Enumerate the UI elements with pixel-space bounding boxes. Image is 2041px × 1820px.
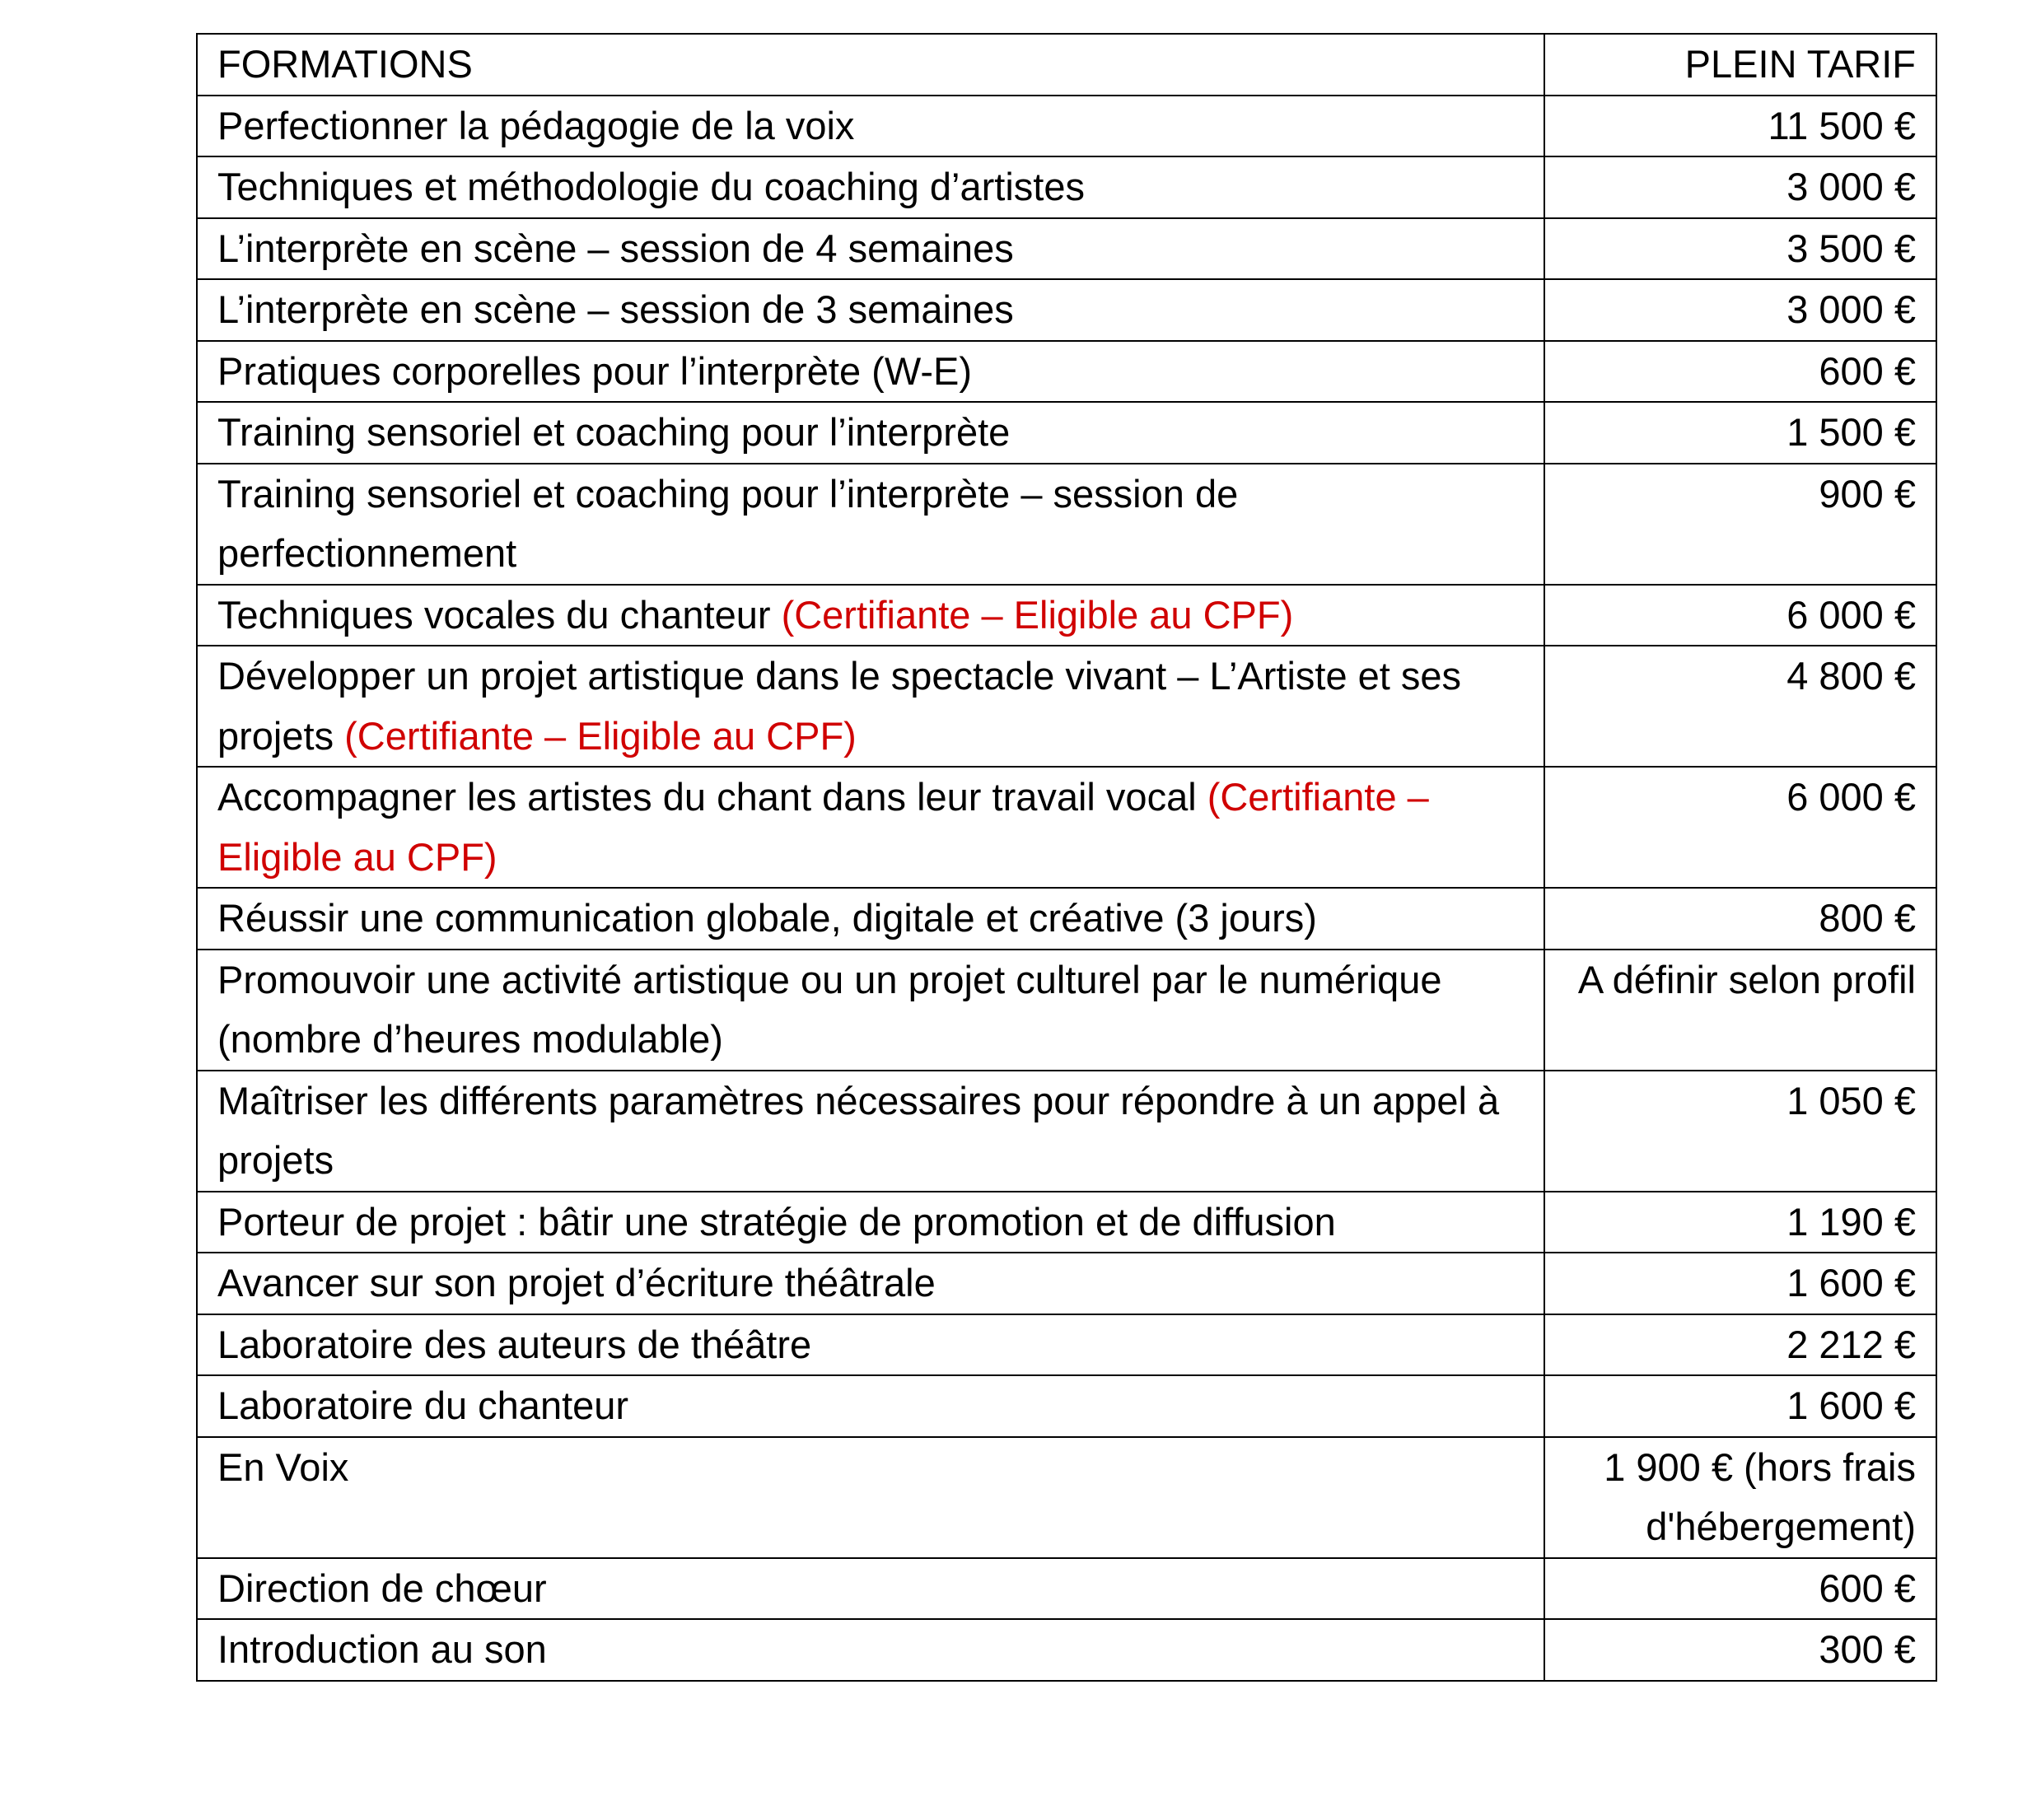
formation-name: L’interprète en scène – session de 3 semaines: [217, 287, 1014, 331]
formation-name-cell: [197, 279, 1544, 341]
table-row: [197, 218, 1936, 280]
formation-name: Training sensoriel et coaching pour l’interprète – session de perfectionnement: [217, 471, 1239, 575]
price-cell: 1 900 € (hors frais d'hébergement): [1544, 1437, 1936, 1558]
table-row: [197, 950, 1936, 1071]
price-cell: 300 €: [1544, 1619, 1936, 1681]
price-cell: 900 €: [1544, 464, 1936, 585]
formation-name-cell: [197, 1192, 1544, 1253]
table-row: [197, 888, 1936, 950]
price-cell: 6 000 €: [1544, 585, 1936, 646]
table-row: [197, 1071, 1936, 1192]
pricing-table: [196, 33, 1937, 1682]
formation-name: Perfectionner la pédagogie de la voix: [217, 103, 855, 147]
certification-note: (Certifiante – Eligible au CPF): [781, 592, 1294, 637]
price-cell: A définir selon profil: [1544, 950, 1936, 1071]
formation-name-cell: [197, 96, 1544, 157]
price-cell: 1 190 €: [1544, 1192, 1936, 1253]
price-cell: 4 800 €: [1544, 646, 1936, 767]
formation-name-cell: [197, 1253, 1544, 1314]
formation-name-cell: [197, 341, 1544, 403]
formation-name: Avancer sur son projet d’écriture théâtrale: [217, 1261, 936, 1304]
formation-name: Direction de chœur: [217, 1566, 547, 1610]
price-cell: 600 €: [1544, 341, 1936, 403]
formation-name: Promouvoir une activité artistique ou un projet culturel par le numérique (nombre d’heures modulable): [217, 957, 1442, 1061]
table-row: [197, 96, 1936, 157]
formation-name: Training sensoriel et coaching pour l’interprète: [217, 410, 1011, 454]
table-row: [197, 156, 1936, 218]
price-cell: 3 500 €: [1544, 218, 1936, 280]
table-row: [197, 1375, 1936, 1437]
formation-name: En Voix: [217, 1444, 349, 1489]
formation-name: Porteur de projet : bâtir une stratégie de promotion et de diffusion: [217, 1199, 1336, 1244]
formation-name-cell: [197, 1071, 1544, 1192]
formation-name-cell: [197, 1314, 1544, 1376]
formation-name: Laboratoire des auteurs de théâtre: [217, 1322, 812, 1366]
price-cell: 1 500 €: [1544, 402, 1936, 464]
formation-name-cell: [197, 767, 1544, 888]
table-row: [197, 464, 1936, 585]
table-row: [197, 402, 1936, 464]
price-cell: 1 600 €: [1544, 1375, 1936, 1437]
header-plein-tarif: PLEIN TARIF: [1544, 34, 1936, 96]
table-row: [197, 646, 1936, 767]
formation-name-cell: [197, 218, 1544, 280]
table-row: [197, 279, 1936, 341]
price-cell: 2 212 €: [1544, 1314, 1936, 1376]
formation-name: L’interprète en scène – session de 4 semaines: [217, 226, 1014, 270]
price-cell: 3 000 €: [1544, 156, 1936, 218]
table-row: [197, 1253, 1936, 1314]
formation-name: Introduction au son: [217, 1627, 547, 1671]
table-header-row: [197, 34, 1936, 96]
table-row: [197, 767, 1936, 888]
formation-name-cell: [197, 585, 1544, 646]
price-cell: 11 500 €: [1544, 96, 1936, 157]
formation-name-cell: [197, 888, 1544, 950]
table-row: [197, 1314, 1936, 1376]
formation-name-cell: [197, 1375, 1544, 1437]
formation-name-cell: [197, 402, 1544, 464]
formation-name-cell: [197, 1437, 1544, 1558]
certification-note: (Certifiante – Eligible au CPF): [217, 775, 1429, 879]
formation-name-cell: [197, 646, 1544, 767]
table-row: [197, 585, 1936, 646]
price-cell: 600 €: [1544, 1558, 1936, 1620]
formation-name-cell: [197, 156, 1544, 218]
formation-name: Maîtriser les différents paramètres nécessaires pour répondre à un appel à projets: [217, 1078, 1500, 1182]
header-formations: FORMATIONS: [197, 34, 1544, 96]
table-row: [197, 1619, 1936, 1681]
table-row: [197, 1558, 1936, 1620]
formation-name-cell: [197, 950, 1544, 1071]
price-cell: 1 050 €: [1544, 1071, 1936, 1192]
formation-name-cell: [197, 1558, 1544, 1620]
certification-note: (Certifiante – Eligible au CPF): [344, 713, 857, 758]
formation-name-cell: [197, 464, 1544, 585]
price-cell: 1 600 €: [1544, 1253, 1936, 1314]
formation-name: Techniques vocales du chanteur: [217, 592, 771, 637]
price-cell: 3 000 €: [1544, 279, 1936, 341]
formation-name: Réussir une communication globale, digitale et créative (3 jours): [217, 896, 1317, 940]
formation-name: Techniques et méthodologie du coaching d’artistes: [217, 165, 1085, 208]
price-cell: 6 000 €: [1544, 767, 1936, 888]
formation-name: Accompagner les artistes du chant dans leur travail vocal: [217, 775, 1197, 819]
formation-name: Pratiques corporelles pour l’interprète (W-E): [217, 348, 972, 393]
table-row: [197, 1192, 1936, 1253]
formation-name: Développer un projet artistique dans le spectacle vivant – L’Artiste et ses projets: [217, 654, 1462, 758]
price-cell: 800 €: [1544, 888, 1936, 950]
table-row: [197, 341, 1936, 403]
formation-name: Laboratoire du chanteur: [217, 1384, 629, 1427]
table-row: [197, 1437, 1936, 1558]
formation-name-cell: [197, 1619, 1544, 1681]
